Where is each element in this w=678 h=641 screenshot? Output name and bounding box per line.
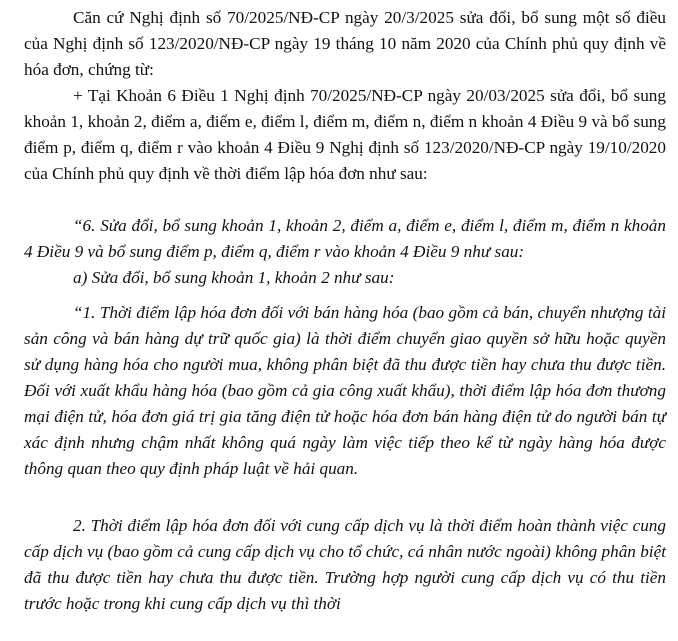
paragraph-clause-reference: + Tại Khoản 6 Điều 1 Nghị định 70/2025/NĐ-CP ngày 20/03/2025 sửa đổi, bổ sung khoản 1, khoản 2, điểm a, điểm e, điểm l, điểm m, điểm n, điểm n khoản 4 Điều 9 và bổ sung điểm p, điểm q, điểm r vào khoản 4 Điều 9 Nghị định số 123/2020/NĐ-CP ngày 19/10/2020 của Chính phủ quy định về thời điểm lập hóa đơn như sau: (24, 86, 666, 183)
paragraph-quoted-amendment: “6. Sửa đổi, bổ sung khoản 1, khoản 2, điểm a, điểm e, điểm l, điểm m, điểm n khoản 4 Điều 9 và bổ sung điểm p, điểm q, điểm r vào khoản 4 Điều 9 như sau: (24, 216, 666, 261)
paragraph-legal-basis: Căn cứ Nghị định số 70/2025/NĐ-CP ngày 20/3/2025 sửa đổi, bổ sung một số điều của Nghị định số 123/2020/NĐ-CP ngày 19 tháng 10 năm 2020 của Chính phủ quy định về hóa đơn, chứng từ: (24, 8, 666, 79)
paragraph-item-1: “1. Thời điểm lập hóa đơn đối với bán hàng hóa (bao gồm cả bán, chuyển nhượng tài sản công và bán hàng dự trữ quốc gia) là thời điểm chuyển giao quyền sở hữu hoặc quyền sử dụng hàng hóa cho người mua, không phân biệt đã thu được tiền hay chưa thu được tiền. Đối với xuất khẩu hàng hóa (bao gồm cả gia công xuất khẩu), thời điểm lập hóa đơn thương mại điện tử, hóa đơn giá trị gia tăng điện tử hoặc hóa đơn bán hàng điện tử do người bán tự xác định nhưng chậm nhất không quá ngày làm việc tiếp theo kể từ ngày hàng hóa được thông quan theo quy định pháp luật về hải quan. (24, 303, 666, 478)
paragraph-amendment-a: a) Sửa đổi, bổ sung khoản 1, khoản 2 như sau: (73, 268, 395, 287)
paragraph-item-2: 2. Thời điểm lập hóa đơn đối với cung cấp dịch vụ là thời điểm hoàn thành việc cung cấp dịch vụ (bao gồm cả cung cấp dịch vụ cho tổ chức, cá nhân nước ngoài) không phân biệt đã thu được tiền hay chưa thu được tiền. Trường hợp người cung cấp dịch vụ có thu tiền trước hoặc trong khi cung cấp dịch vụ thì thời (24, 516, 666, 613)
